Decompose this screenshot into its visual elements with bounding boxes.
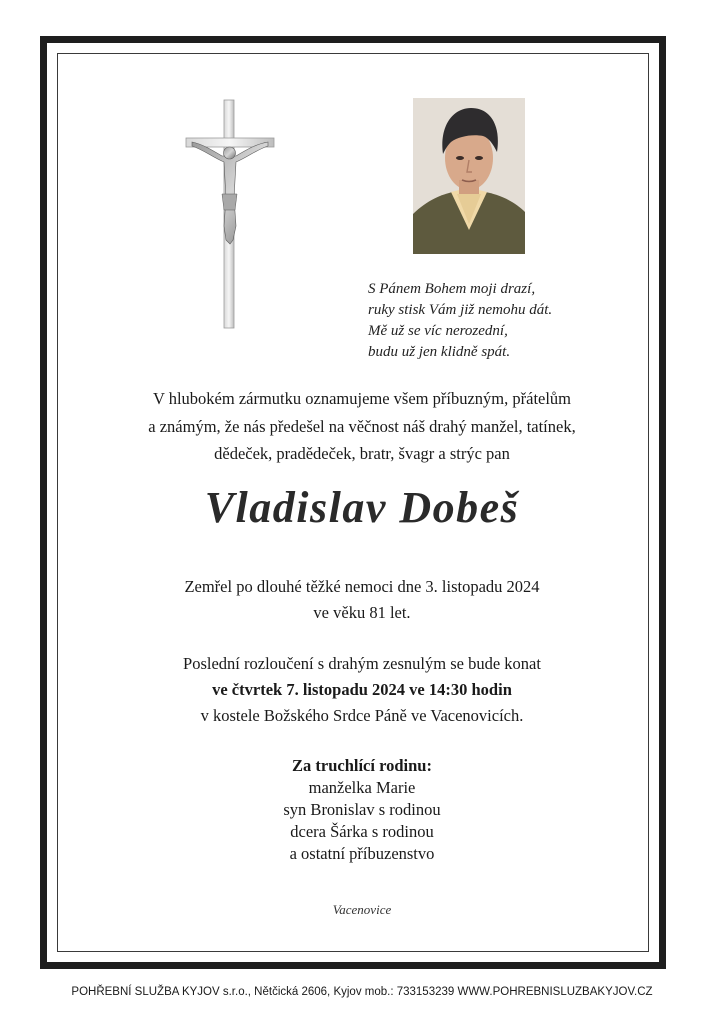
announcement-line: a známým, že nás předešel na věčnost náš drahý manžel, tatínek, [148,416,576,436]
age-line: ve věku 81 let. [313,603,411,622]
family-heading: Za truchlící rodinu: [292,756,432,775]
poem-line: budu už jen klidně spát. [368,344,511,360]
announcement-text [60,385,664,468]
poem-line: Mě už se víc nerozední, [368,323,508,339]
mourning-family [60,755,664,865]
death-info [60,574,664,626]
funeral-location: v kostele Božského Srdce Páně ve Vacenovicích. [200,706,524,725]
funeral-datetime: ve čtvrtek 7. listopadu 2024 ve 14:30 hodin [212,680,512,699]
announcement-line: V hlubokém zármutku oznamujeme všem příbuzným, přátelům [152,389,572,408]
family-member: dcera Šárka s rodinou [290,822,434,841]
funeral-intro-line: Poslední rozloučení s drahým zesnulým se bude konat [183,654,541,673]
announcement-line: dědeček, pradědeček, bratr, švagr a strýc pan [214,444,510,463]
portrait-photo [413,98,525,254]
funeral-info [60,651,664,729]
deceased-name: Vladislav Dobeš [204,483,520,532]
memorial-poem [368,279,648,363]
family-member: a ostatní příbuzenstvo [289,844,435,863]
family-member: syn Bronislav s rodinou [283,800,441,819]
family-member: manželka Marie [308,778,416,797]
death-date-line: Zemřel po dlouhé těžké nemoci dne 3. listopadu 2024 [184,577,540,596]
poem-line: ruky stisk Vám již nemohu dát. [368,302,553,318]
funeral-service-footer: POHŘEBNÍ SLUŽBA KYJOV s.r.o., Nětčická 2606, Kyjov mob.: 733153239 WWW.POHREBNISLUZBAKYJOV.CZ [71,986,653,998]
poem-line: S Pánem Bohem moji drazí, [368,281,536,297]
crucifix-icon [184,98,276,330]
place-name: Vacenovice [332,902,392,917]
